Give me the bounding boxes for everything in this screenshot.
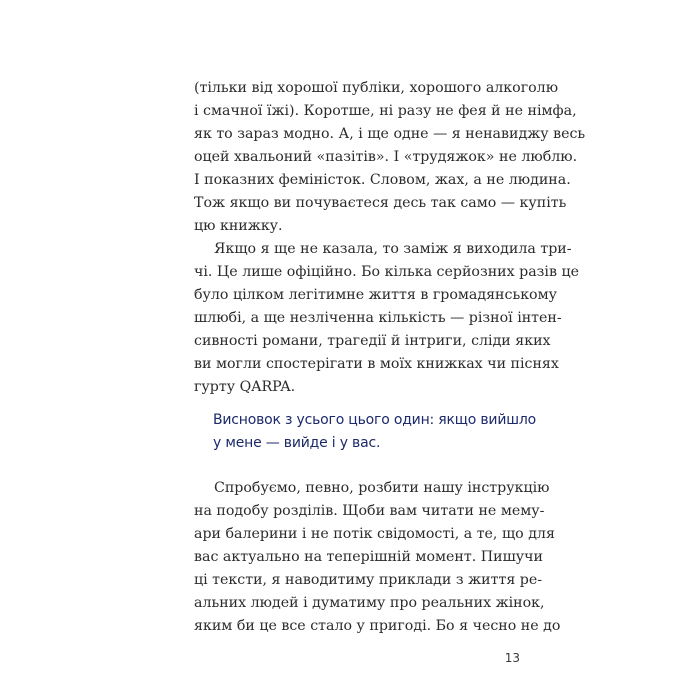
- text-line: оцей хвальоний «пазітів». І «трудяжок» не люблю.: [194, 149, 578, 165]
- text-line: як то зараз модно. А, і ще одне — я ненавиджу весь: [194, 126, 586, 142]
- text-line: (тільки від хорошої публіки, хорошого алкоголю: [194, 80, 559, 96]
- text-line: яким би це все стало у пригоді. Бо я чесно не до: [194, 618, 561, 634]
- paragraph-3: [194, 477, 561, 638]
- text-line: Тож якщо ви почуваєтеся десь так само — купіть: [194, 195, 567, 211]
- text-line: чі. Це лише офіційно. Бо кілька серйозних разів це: [194, 264, 579, 280]
- text-line: Спробуємо, певно, розбити нашу інструкцію: [214, 480, 550, 496]
- page-number: 13: [504, 651, 520, 665]
- text-line: на подобу розділів. Щоби вам читати не мему-: [194, 503, 545, 519]
- text-line: шлюбі, а ще незліченна кількість — різної інтен-: [194, 310, 562, 326]
- highlight-line: у мене — вийде і у вас.: [213, 435, 381, 451]
- text-line: було цілком легітимне життя в громадянському: [194, 287, 557, 303]
- text-line: ці тексти, я наводитиму приклади з життя ре-: [194, 572, 543, 588]
- text-line: і смачної їжі). Коротше, ні разу не фея й не німфа,: [194, 103, 577, 119]
- text-line: гурту QARPA.: [194, 379, 296, 395]
- text-line: ви могли спостерігати в моїх книжках чи піснях: [194, 356, 559, 372]
- text-line: І показних феміністок. Словом, жах, а не людина.: [194, 172, 571, 188]
- paragraph-2: [194, 238, 579, 399]
- text-line: вас актуально на теперішній момент. Пишучи: [194, 549, 543, 565]
- text-line: сивності романи, трагедії й інтриги, сліди яких: [194, 333, 551, 349]
- text-line: альних людей і думатиму про реальних жінок,: [194, 595, 545, 611]
- text-line: ари балерини і не потік свідомості, а те, що для: [194, 526, 555, 542]
- text-line: цю книжку.: [194, 218, 283, 234]
- paragraph-1: [194, 77, 586, 238]
- highlight-line: Висновок з усього цього один: якщо вийшло: [213, 412, 536, 428]
- highlight-quote: [213, 409, 536, 455]
- text-line: Якщо я ще не казала, то заміж я виходила три-: [214, 241, 572, 257]
